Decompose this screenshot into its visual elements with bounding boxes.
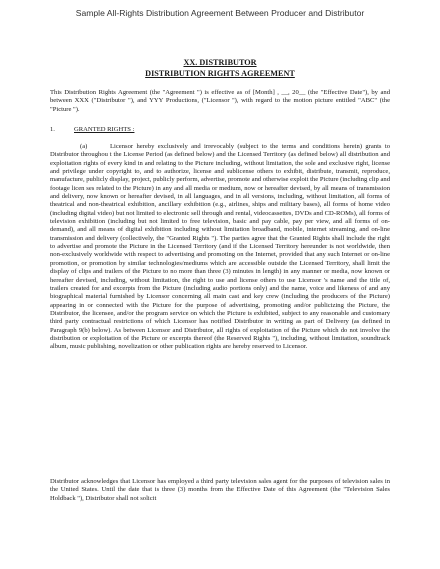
section-heading [50,126,390,134]
heading-distributor [0,58,440,68]
page-header-title: Sample All-Rights Distribution Agreement Between Producer and Distributor [75,8,365,18]
heading-agreement-title [0,69,440,79]
closing-paragraph: Distributor acknowledges that Licensor has employed a third party television sales agent for the purposes of television sales in the United States. Until the date that is three (3) months from the Effective Date of this Agreement (the "Television Sales Holdback "), Distributor shall not solicit [50,478,390,502]
granted-rights-paragraph [50,143,390,352]
heading-agreement-text: DISTRIBUTION RIGHTS AGREEMENT [145,69,295,78]
intro-paragraph: This Distribution Rights Agreement (the "Agreement ") is effective as of [Month] , __, 20__ (the "Effective Date"), by and between XXX ("Distributor "), and YYY Productions, ("Licensor ''), with regard to the motion picture entitled "ABC" (the "Picture "). [50,89,390,113]
granted-rights-text: Licensor hereby exclusively and irrevocably (subject to the terms and conditions herein) grants to Distributor throughou t the License Period (as defined below) and the Licensed Territory (as defined below) all distribution and exploitation rights of every kind in and relating to the Picture including, without limitation, the sole and exclusive right, license and privilege under copyright to, and to authorize, license and sublicense others to exhibit, distribute, transmit, reproduce, manufacture, publicly display, project, publicly perform, advertise, promote and otherwise exploit the Picture (including clip and footage licen ses related to the Picture) in any and all media or medium, now or hereafter devised, by all means of transmission and delivery, now known or hereafter devised, in all languages, and in all versions, including, without limitation, all forms of theatrical and non-theatrical exhibition, ancillary exhibition (e.g., airlines, ships and military bases), all forms of home video (including digital video) but not limited to electronic sell through and rental, videocassettes, DVDs and CD-ROMs), all forms of television exhibition (including but not limited to free television, basic and pay cable, pay per view, and all forms of on-demand), and all means of digital exhibition including without limitation broadband, mobile, internet streaming, and on-line transmission and delivery (collectively, the "Granted Rights "). The parties agree that the Granted Rights shall include the right to advertise and promote the Picture in the Licensed Territory (and if the Licensed Territory hereunder is not worldwide, then non-exclusively worldwide with respect to advertising and promoting on the Internet, provided that any such Internet or on-line promotion, or promotion by similar technologies/mediums which are accessible outside the Licensed Territory, shall limit the display of clips and trailers of the Picture to no more than three (3) minutes in length) in any manner or media, now known or hereafter devised, including, without limitation, the right to use and license others to use Licensor 's name and the title of, trailers created for and excerpts from the Picture (including audio portions only) and the name, voice and likeness of and any biographical material furnished by Licensor concerning all main cast and key crew (including the producers of the Picture) appearing in or connected with the Picture for the purpose of advertising, promoting and/or publicizing the Picture, the Distributor, the licensee, and/or the program service on which the Picture is exhibited, subject to any reasonable and customary third party contractual restrictions of which Licensor has notified Distributor in writing as part of Delivery (as defined in Paragraph 9(b) below). As between Licensor and Distributor, all rights of exploitation of the Picture which do not involve the distribution or exploitation of the Picture or excerpts thereof (the Reserved Rights "), including, without limitation, soundtrack album, music publishing, novelization or other publication rights are hereby reserved to Licensor. [50,143,390,351]
section-number: 1. [50,126,55,133]
heading-distributor-text: XX. DISTRIBUTOR [183,58,257,67]
subsection-label: (a) [80,143,88,150]
section-title: GRANTED RIGHTS : [74,126,135,133]
